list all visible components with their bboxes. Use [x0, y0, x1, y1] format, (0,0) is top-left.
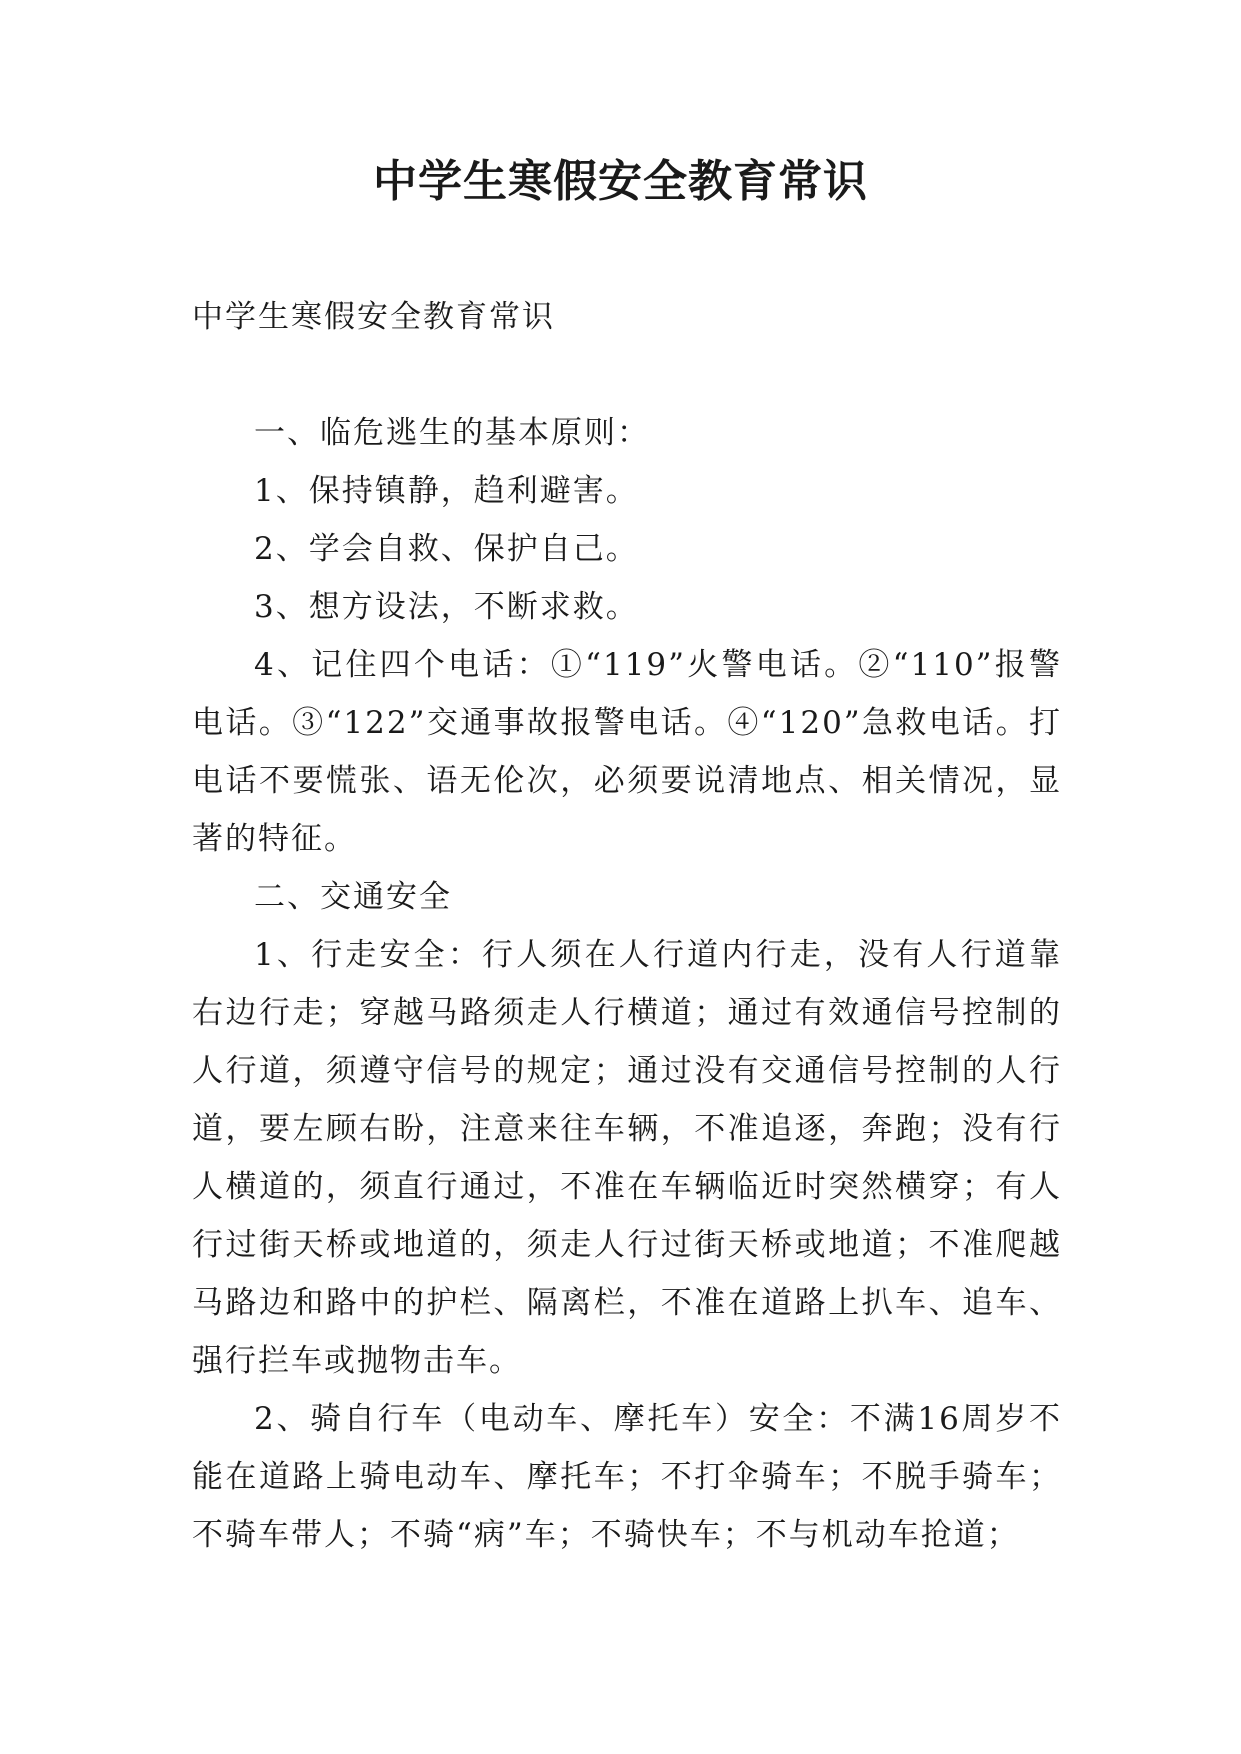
list-item: 1、行走安全：行人须在人行道内行走，没有人行道靠右边行走；穿越马路须走人行横道；通过有效通信号控制的人行道，须遵守信号的规定；通过没有交通信号控制的人行道，要左顾右盼，注意来往车辆，不准追逐，奔跑；没有行人横道的，须直行通过，不准在车辆临近时突然横穿；有人行过街天桥或地道的，须走人行过街天桥或地道；不准爬越马路边和路中的护栏、隔离栏，不准在道路上扒车、追车、强行拦车或抛物击车。: [192, 937, 1062, 1379]
list-item: 2、骑自行车（电动车、摩托车）安全：不满16周岁不能在道路上骑电动车、摩托车；不打伞骑车；不脱手骑车；不骑车带人；不骑“病”车；不骑快车；不与机动车抢道；: [192, 1401, 1062, 1553]
list-item: 4、记住四个电话：①“119”火警电话。②“110”报警电话。③“122”交通事故报警电话。④“120”急救电话。打电话不要慌张、语无伦次，必须要说清地点、相关情况，显著的特征。: [192, 647, 1062, 857]
document-title: 中学生寒假安全教育常识: [373, 156, 868, 207]
list-item: 3、想方设法，不断求救。: [254, 589, 639, 625]
document-body: [192, 288, 1062, 1564]
document-subtitle: 中学生寒假安全教育常识: [192, 299, 555, 335]
section-heading-escape-principles: 一、临危逃生的基本原则：: [254, 415, 650, 451]
list-item: 1、保持镇静，趋利避害。: [254, 473, 639, 509]
section-heading-traffic-safety: 二、交通安全: [254, 879, 452, 915]
list-item: 2、学会自救、保护自己。: [254, 531, 639, 567]
